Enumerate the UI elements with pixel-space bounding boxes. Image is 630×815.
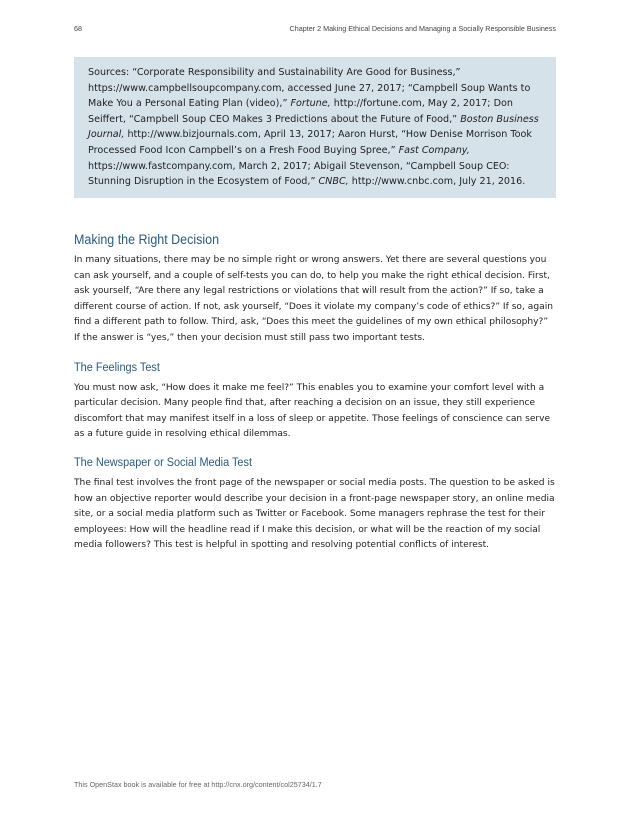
section-making-right-decision	[74, 231, 556, 347]
sources-text: Sources: “Corporate Responsibility and Sustainability Are Good for Business,” https://www.campbellsoupcompany.com, accessed June 27, 2017; “Campbell Soup Wants to Make You a Personal Eating Plan (video),”	[88, 67, 531, 110]
section-paragraph: The final test involves the front page of the newspaper or social media posts. The question to be asked is how an objective reporter would describe your decision in a front-page newspaper story, an online media site, or a social media platform such as Twitter or Facebook. Some managers rephrase the test for their employees: How will the headline read if I make this decision, or what will be the reaction of my social media followers? This test is helpful in spotting and resolving potential conflicts of interest.	[74, 477, 555, 551]
section-heading: Making the Right Decision	[74, 232, 220, 248]
section-feelings-test	[74, 359, 556, 443]
sources-text: http://fortune.com, May 2, 2017; Don Seiffert, “Campbell Soup CEO Makes 3 Predictions about the Future of Food,”	[88, 98, 513, 125]
sources-text: https://www.fastcompany.com, March 2, 2017; Abigail Stevenson, “Campbell Soup CEO: Stunning Disruption in the Ecosystem of Food,”	[88, 160, 510, 188]
section-newspaper-test	[74, 454, 556, 554]
page-footer: This OpenStax book is available for free at http://cnx.org/content/col25734/1.7	[74, 780, 322, 789]
sources-box	[74, 57, 556, 198]
source-publication: CNBC,	[318, 176, 349, 188]
sources-text: http://www.cnbc.com, July 21, 2016.	[348, 176, 526, 188]
page-header	[74, 24, 556, 36]
running-title: Chapter 2 Making Ethical Decisions and Managing a Socially Responsible Business	[289, 24, 556, 33]
section-paragraph: You must now ask, “How does it make me feel?” This enables you to examine your comfort level with a particular decision. Many people find that, after reaching a decision on an issue, they still experience discomfort that may manifest itself in a loss of sleep or appetite. Those feelings of conscience can serve as a future guide in resolving ethical dilemmas.	[74, 382, 551, 440]
subsection-heading: The Feelings Test	[74, 359, 160, 374]
sources-text: http://www.bizjournals.com, April 13, 2017; Aaron Hurst, “How Denise Morrison Took Processed Food Icon Campbell’s on a Fresh Food Buying Spree,”	[88, 129, 532, 156]
section-paragraph: In many situations, there may be no simple right or wrong answers. Yet there are several questions you can ask yourself, and a couple of self-tests you can do, to help you make the right ethical decision. First, ask yourself, “Are there any legal restrictions or violations that will result from the action?” If so, take a different course of action. If not, ask yourself, “Does it violate my company’s code of ethics?” If so, again find a different path to follow. Third, ask, “Does this meet the guidelines of my own ethical philosophy?” If the answer is “yes,” then your decision must still pass two important tests.	[74, 255, 553, 343]
main-content	[74, 231, 556, 554]
source-publication: Fast Company,	[398, 144, 470, 156]
source-publication: Boston Business Journal,	[88, 113, 539, 141]
subsection-heading: The Newspaper or Social Media Test	[74, 454, 252, 469]
page-number: 68	[74, 24, 82, 33]
source-publication: Fortune,	[290, 98, 331, 110]
